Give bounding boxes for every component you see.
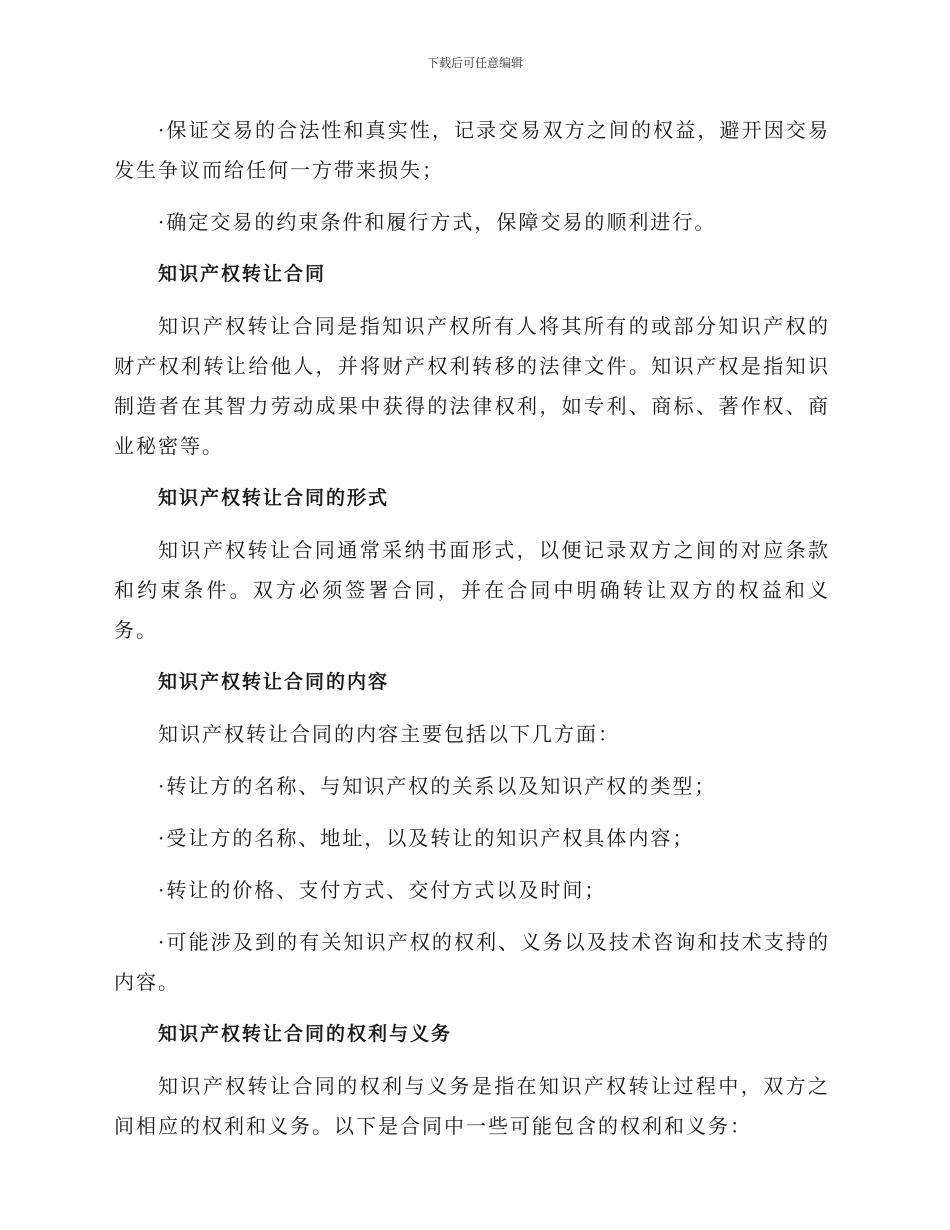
bullet-item: ·可能涉及到的有关知识产权的权利、义务以及技术咨询和技术支持的内容。 <box>114 930 830 994</box>
paragraph: 知识产权转让合同是指知识产权所有人将其所有的或部分知识产权的财产权利转让给他人，并将财产权利转移的法律文件。知识产权是指知识制造者在其智力劳动成果中获得的法律权利，如专利、商标、著作权、商业秘密等。 <box>114 314 830 458</box>
bullet-item: ·受让方的名称、地址，以及转让的知识产权具体内容； <box>158 826 695 850</box>
document-body <box>114 110 830 1158</box>
bullet-item: ·转让方的名称、与知识产权的关系以及知识产权的类型； <box>158 774 717 798</box>
section-heading: 知识产权转让合同的权利与义务 <box>158 1023 453 1045</box>
section-heading: 知识产权转让合同的形式 <box>158 487 390 509</box>
page-header: 下载后可任意编辑 <box>426 56 523 70</box>
section-heading: 知识产权转让合同 <box>158 263 327 285</box>
paragraph: 知识产权转让合同的权利与义务是指在知识产权转让过程中，双方之间相应的权利和义务。以下是合同中一些可能包含的权利和义务： <box>114 1074 830 1138</box>
bullet-item: ·确定交易的约束条件和履行方式，保障交易的顺利进行。 <box>158 210 717 234</box>
paragraph: 知识产权转让合同通常采纳书面形式，以便记录双方之间的对应条款和约束条件。双方必须签署合同，并在合同中明确转让双方的权益和义务。 <box>114 538 830 642</box>
bullet-item: ·转让的价格、支付方式、交付方式以及时间； <box>158 878 607 902</box>
bullet-item: ·保证交易的合法性和真实性，记录交易双方之间的权益，避开因交易发生争议而给任何一方带来损失； <box>114 118 830 182</box>
paragraph: 知识产权转让合同的内容主要包括以下几方面： <box>158 722 620 746</box>
section-heading: 知识产权转让合同的内容 <box>158 671 390 693</box>
